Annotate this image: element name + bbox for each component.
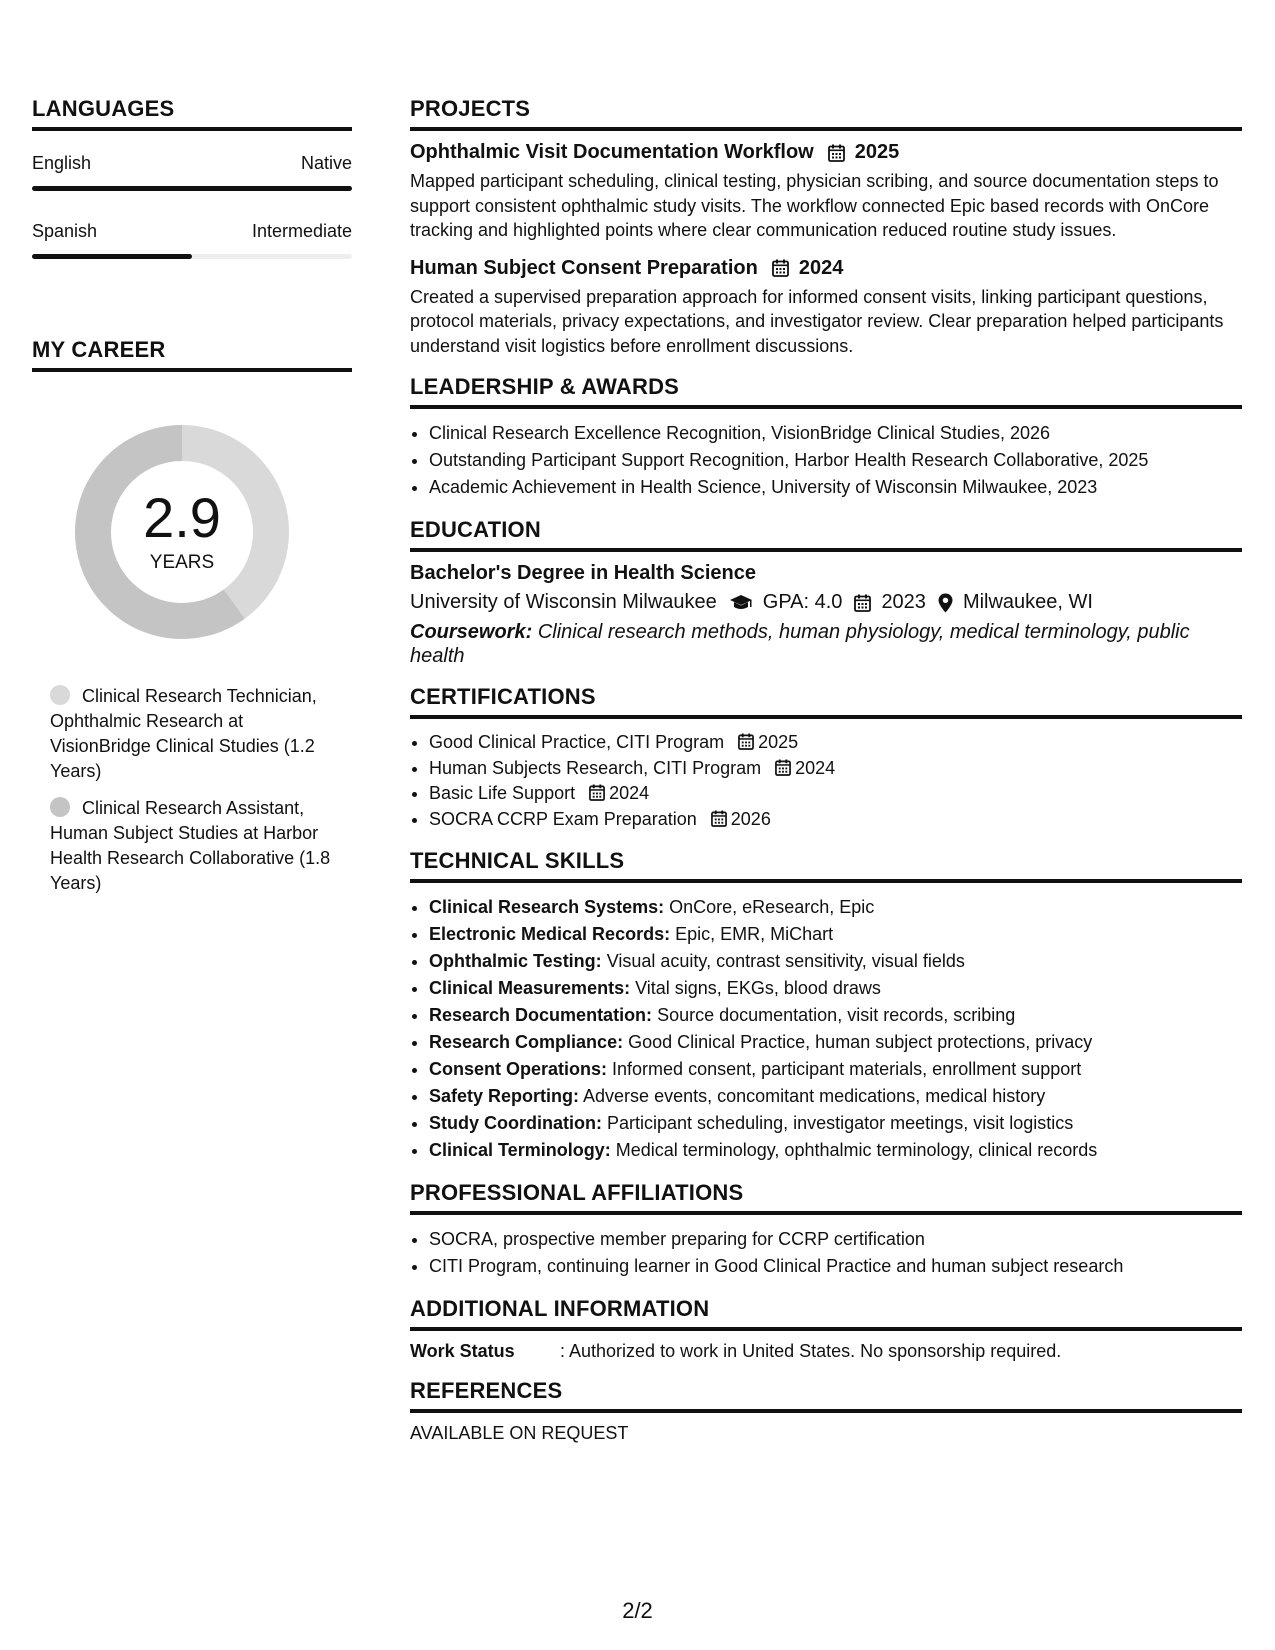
work-status-value: : Authorized to work in United States. No sponsorship required. — [560, 1341, 1062, 1361]
right-column — [410, 96, 1242, 1460]
project-name: Ophthalmic Visit Documentation Workflow — [410, 141, 814, 163]
skill-label: Clinical Measurements: — [429, 978, 631, 998]
education-section — [410, 517, 1242, 668]
degree-title: Bachelor's Degree in Health Science — [410, 562, 757, 584]
list-item: • Outstanding Participant Support Recognition, Harbor Health Research Collaborative, 2025 — [429, 447, 1242, 474]
skill-value: Adverse events, concomitant medications, medical history — [583, 1086, 1046, 1106]
coursework-label: Coursework: — [410, 621, 533, 643]
skill-value: Source documentation, visit records, scribing — [657, 1005, 1016, 1025]
calendar-icon — [589, 784, 605, 801]
school-name: University of Wisconsin Milwaukee — [410, 591, 717, 613]
list-item: • SOCRA, prospective member preparing for CCRP certification — [429, 1226, 1242, 1253]
project-description: Created a supervised preparation approach for informed consent visits, linking participant questions, protocol materials, privacy expectations, and investigator review. Clear preparation helped participants understand visit logistics before enrollment discussions. — [410, 286, 1224, 356]
language-bar-fill — [32, 186, 352, 191]
legend-dot-icon — [50, 685, 70, 705]
cert-name: Basic Life Support — [429, 783, 576, 803]
project-year: 2024 — [798, 256, 844, 279]
cert-name: Good Clinical Practice, CITI Program — [429, 732, 725, 752]
career-years-label: YEARS — [149, 552, 215, 573]
skill-item — [429, 1083, 1242, 1110]
left-column — [32, 96, 352, 908]
skill-item — [429, 975, 1242, 1002]
skill-label: Research Documentation: — [429, 1005, 653, 1025]
language-bar-fill — [32, 254, 192, 259]
career-item-text: Clinical Research Assistant, Human Subject Studies at Harbor Health Research Collaborative (1.8 Years) — [50, 798, 331, 893]
skill-item — [429, 1110, 1242, 1137]
skill-item — [429, 1029, 1242, 1056]
skill-value: Visual acuity, contrast sensitivity, visual fields — [606, 951, 965, 971]
legend-dot-icon — [50, 797, 70, 817]
references-text: AVAILABLE ON REQUEST — [410, 1423, 629, 1443]
cert-name: SOCRA CCRP Exam Preparation — [429, 808, 697, 829]
list-item — [429, 781, 1242, 807]
language-name: Spanish — [32, 221, 98, 241]
certifications-title: CERTIFICATIONS — [410, 684, 1242, 719]
skill-label: Clinical Research Systems: — [429, 897, 665, 917]
career-list — [32, 684, 332, 896]
work-status-label: Work Status — [410, 1341, 515, 1361]
career-item — [50, 796, 332, 896]
cert-year: 2026 — [730, 808, 771, 829]
education-title: EDUCATION — [410, 517, 1242, 552]
page-number: 2/2 — [622, 1598, 653, 1623]
language-spanish — [32, 221, 352, 259]
skills-section — [410, 848, 1242, 1164]
graduation-cap-icon — [729, 594, 753, 612]
work-status — [410, 1341, 1242, 1362]
skill-label: Safety Reporting: — [429, 1086, 580, 1106]
language-bar — [32, 186, 352, 191]
leadership-section — [410, 374, 1242, 501]
career-title: MY CAREER — [32, 337, 352, 372]
project-item — [410, 257, 1242, 359]
calendar-icon — [854, 594, 871, 612]
career-item-text: Clinical Research Technician, Ophthalmic Research at VisionBridge Clinical Studies (1.2 Years) — [50, 686, 317, 781]
skill-item — [429, 894, 1242, 921]
skill-value: OnCore, eResearch, Epic — [669, 897, 875, 917]
list-item: • Academic Achievement in Health Science, University of Wisconsin Milwaukee, 2023 — [429, 474, 1242, 501]
calendar-icon — [711, 810, 727, 827]
career-item — [50, 684, 332, 784]
calendar-icon — [772, 259, 789, 277]
cert-name: Human Subjects Research, CITI Program — [429, 757, 762, 778]
language-level: Native — [300, 153, 352, 173]
calendar-icon — [738, 733, 754, 750]
affiliations-section — [410, 1180, 1242, 1280]
cert-year: 2024 — [609, 783, 650, 803]
leadership-title: LEADERSHIP & AWARDS — [410, 374, 1242, 409]
skill-label: Clinical Terminology: — [429, 1140, 611, 1160]
coursework — [410, 620, 1242, 668]
skill-value: Participant scheduling, investigator meetings, visit logistics — [607, 1113, 1074, 1133]
skill-item — [429, 1002, 1242, 1029]
project-year: 2025 — [854, 141, 900, 163]
calendar-icon — [828, 144, 845, 162]
list-item — [429, 807, 1242, 833]
certifications-section — [410, 684, 1242, 832]
project-item — [410, 141, 1242, 243]
additional-title: ADDITIONAL INFORMATION — [410, 1296, 1242, 1331]
language-name: English — [32, 153, 92, 173]
projects-title: PROJECTS — [410, 96, 1242, 131]
project-description: Mapped participant scheduling, clinical testing, physician scribing, and source documentation steps to support consistent ophthalmic study visits. The workflow connected Epic based records with OnCore tracking and highlighted points where clear communication reduced routine study issues. — [410, 171, 1219, 240]
school-location: Milwaukee, WI — [962, 591, 1093, 613]
skill-item — [429, 948, 1242, 975]
language-english — [32, 153, 352, 191]
skill-value: Medical terminology, ophthalmic terminology, clinical records — [615, 1140, 1098, 1160]
skill-value: Epic, EMR, MiChart — [675, 924, 834, 944]
skill-item — [429, 921, 1242, 948]
languages-title: LANGUAGES — [32, 96, 352, 131]
references-section — [410, 1378, 1242, 1444]
additional-section — [410, 1296, 1242, 1362]
list-item — [429, 756, 1242, 782]
skills-title: TECHNICAL SKILLS — [410, 848, 1242, 883]
graduation-year: 2023 — [881, 591, 926, 613]
project-name: Human Subject Consent Preparation — [410, 256, 758, 279]
list-item: • Clinical Research Excellence Recognition, VisionBridge Clinical Studies, 2026 — [429, 420, 1242, 447]
skill-label: Study Coordination: — [429, 1113, 602, 1133]
list-item: • CITI Program, continuing learner in Good Clinical Practice and human subject research — [429, 1253, 1242, 1280]
map-pin-icon — [938, 593, 953, 613]
projects-section — [410, 96, 1242, 358]
education-details — [410, 591, 1242, 614]
list-item — [429, 730, 1242, 756]
skill-value: Vital signs, EKGs, blood draws — [635, 978, 881, 998]
skill-value: Informed consent, participant materials, enrollment support — [612, 1059, 1082, 1079]
skill-label: Ophthalmic Testing: — [429, 951, 602, 971]
skill-item — [429, 1056, 1242, 1083]
skill-item — [429, 1137, 1242, 1164]
cert-year: 2025 — [758, 732, 799, 752]
skill-label: Electronic Medical Records: — [429, 924, 671, 944]
language-level: Intermediate — [251, 221, 352, 241]
career-donut-chart — [66, 416, 298, 648]
coursework-text: Clinical research methods, human physiology, medical terminology, public health — [410, 621, 1190, 667]
language-bar — [32, 254, 352, 259]
skill-value: Good Clinical Practice, human subject protections, privacy — [628, 1032, 1093, 1052]
skill-label: Research Compliance: — [429, 1032, 624, 1052]
affiliations-title: PROFESSIONAL AFFILIATIONS — [410, 1180, 1242, 1215]
calendar-icon — [775, 759, 791, 776]
cert-year: 2024 — [795, 757, 836, 778]
references-title: REFERENCES — [410, 1378, 1242, 1413]
skill-label: Consent Operations: — [429, 1059, 608, 1079]
career-total-years: 2.9 — [143, 486, 221, 549]
gpa: GPA: 4.0 — [762, 591, 843, 613]
